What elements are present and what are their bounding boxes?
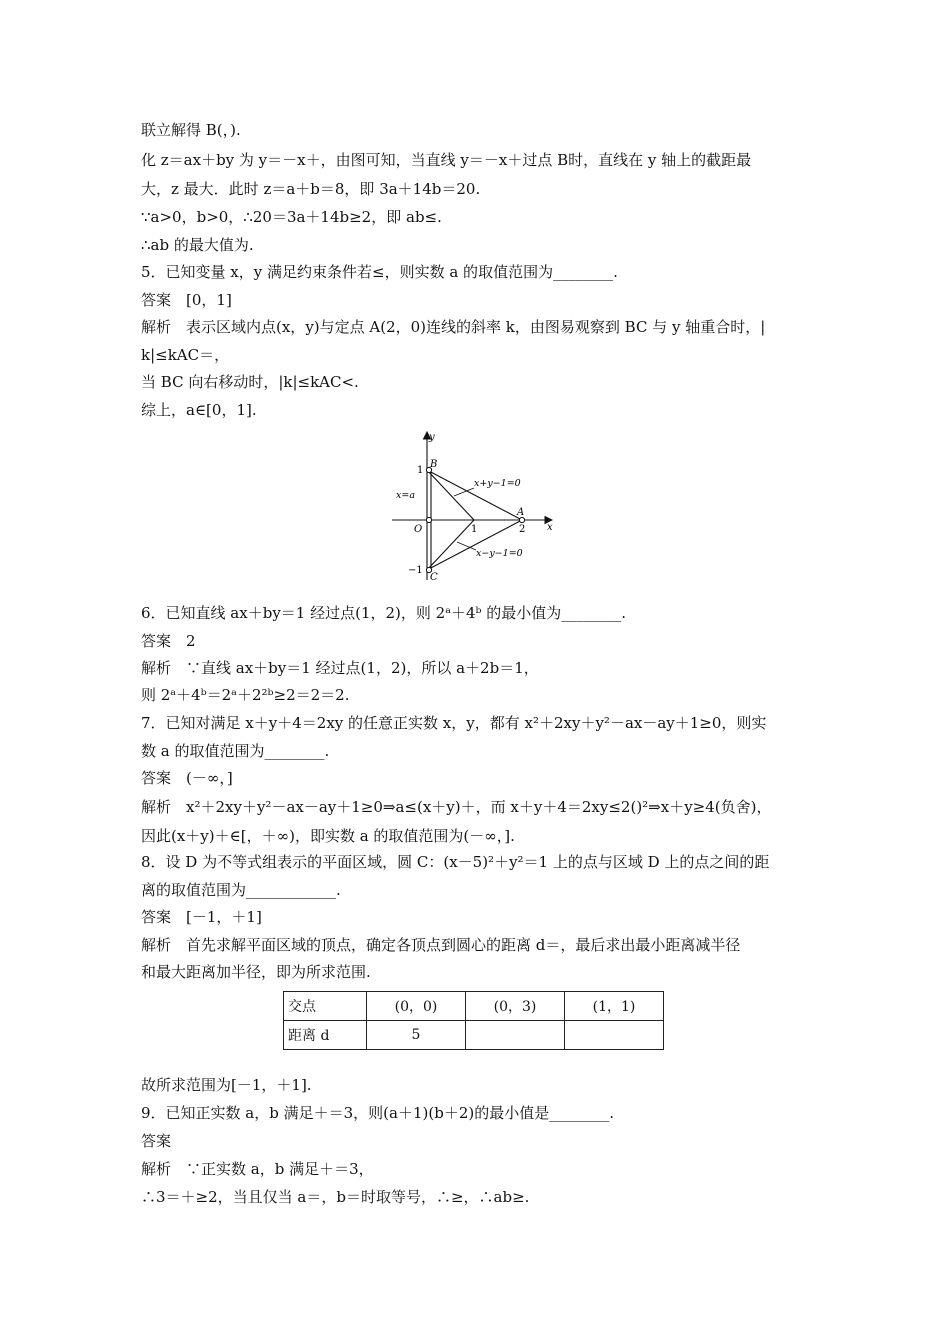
analysis-6: 解析 ∵直线 ax＋by＝1 经过点(1，2)，所以 a＋2b＝1，: [141, 659, 539, 677]
table-cell: 5: [367, 1021, 466, 1050]
answer-5: 答案 [0，1]: [141, 291, 232, 309]
label-a: A: [517, 507, 525, 518]
question-5: 5．已知变量 x，y 满足约束条件若≤，则实数 a 的取值范围为________.: [141, 263, 618, 281]
table-row: [284, 1021, 664, 1050]
question-6: 6．已知直线 ax＋by＝1 经过点(1，2)，则 2ᵃ＋4ᵇ 的最小值为________.: [141, 604, 627, 622]
question-9: 9．已知正实数 a，b 满足＋＝3，则(a＋1)(b＋2)的最小值是________.: [141, 1104, 614, 1122]
label-x-eq-a: x=a: [396, 490, 415, 501]
text-line: 化 z＝ax＋by 为 y＝－x＋，由图可知，当直线 y＝－x＋过点 B时，直线在 y 轴上的截距最: [141, 151, 752, 169]
text-line: ∴3＝＋≥2，当且仅当 a＝，b＝时取等号，∴≥，∴ab≥.: [141, 1188, 530, 1206]
answer-6: 答案 2: [141, 632, 196, 650]
text-line: ∴ab 的最大值为.: [141, 236, 254, 254]
label-line-2: x−y−1=0: [476, 548, 523, 559]
text-line: k|≤kAC＝，: [141, 346, 230, 364]
text-line: 则 2ᵃ＋4ᵇ＝2ᵃ＋2²ᵇ≥2＝2＝2.: [141, 686, 350, 704]
label-axis-x: x: [547, 522, 553, 533]
table-cell: [565, 1021, 664, 1050]
analysis-9: 解析 ∵正实数 a，b 满足＋＝3，: [141, 1160, 374, 1178]
label-b: B: [430, 459, 438, 470]
text-line: 大，z 最大．此时 z＝a＋b＝8，即 3a＋14b＝20.: [141, 180, 481, 198]
answer-9: 答案: [141, 1132, 172, 1150]
line-x-plus-y: [427, 470, 474, 520]
tick-y-neg1: −1: [408, 565, 423, 576]
table-row: [284, 992, 664, 1021]
answer-7: 答案 (－∞，]: [141, 769, 233, 787]
table-cell: 交点: [284, 992, 367, 1021]
answer-8: 答案 [－1，＋1]: [141, 908, 262, 926]
label-o: O: [414, 524, 423, 535]
table-cell: (1，1): [565, 992, 664, 1021]
question-7: 7．已知对满足 x＋y＋4＝2xy 的任意正实数 x，y，都有 x²＋2xy＋y²－ax－ay＋1≥0，则实: [141, 714, 767, 732]
label-c: C: [430, 572, 438, 583]
table-cell: (0，0): [367, 992, 466, 1021]
text-line: 离的取值范围为____________.: [141, 881, 341, 899]
text-line: 当 BC 向右移动时，|k|≤kAC<.: [141, 373, 359, 391]
text-line: 联立解得 B(，).: [141, 121, 241, 139]
text-line: 故所求范围为[－1，＋1].: [141, 1076, 312, 1094]
region-figure: [392, 428, 562, 583]
analysis-7: 解析 x²＋2xy＋y²－ax－ay＋1≥0⇒a≤(x＋y)＋，而 x＋y＋4＝2xy≤2()²⇒x＋y≥4(负舍)，: [141, 798, 772, 816]
line-x-minus-y: [427, 520, 474, 570]
text-line: 综上，a∈[0，1].: [141, 401, 257, 419]
table-cell: [466, 1021, 565, 1050]
point-o: [426, 517, 431, 522]
tick-x-2: 2: [519, 524, 526, 535]
distance-table: [283, 991, 664, 1050]
text-line: ∵a>0，b>0，∴20＝3a＋14b≥2，即 ab≤.: [141, 208, 442, 226]
table-cell: 距离 d: [284, 1021, 367, 1050]
analysis-8: 解析 首先求解平面区域的顶点，确定各顶点到圆心的距离 d＝，最后求出最小距离减半径: [141, 936, 741, 954]
analysis-5: 解析 表示区域内点(x，y)与定点 A(2，0)连线的斜率 k，由图易观察到 BC 与 y 轴重合时，|: [141, 318, 766, 336]
text-line: 因此(x＋y)＋∈[，＋∞)，即实数 a 的取值范围为(－∞，].: [141, 827, 515, 845]
label-axis-y: y: [429, 432, 435, 443]
table-cell: (0，3): [466, 992, 565, 1021]
label-line-1: x+y−1=0: [474, 478, 521, 489]
point-a: [519, 517, 524, 522]
question-8: 8．设 D 为不等式组表示的平面区域，圆 C：(x－5)²＋y²＝1 上的点与区域 D 上的点之间的距: [141, 853, 770, 871]
tick-y-1: 1: [417, 465, 424, 476]
text-line: 和最大距离加半径，即为所求范围.: [141, 963, 371, 981]
tick-x-1: 1: [471, 524, 478, 535]
text-line: 数 a 的取值范围为________.: [141, 742, 330, 760]
